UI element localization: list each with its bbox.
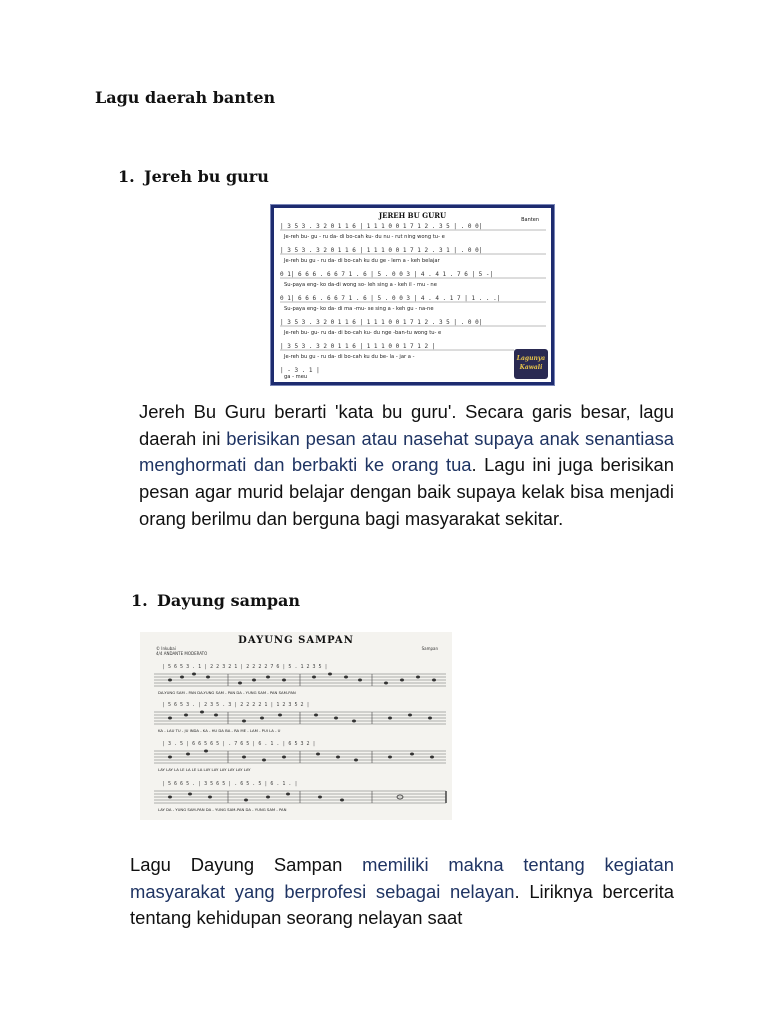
score-title: DAYUNG SAMPAN bbox=[238, 635, 354, 646]
logo-text-line: Kawali bbox=[519, 364, 543, 371]
paragraph-link-text: memiliki makna tentang kegiatan masyarakat yang berprofesi sebagai nelayan bbox=[130, 854, 674, 902]
lyric-line: Je-reh bu gu - ru da- di bo-cah ku du be- la - jar a - bbox=[284, 354, 415, 360]
score-tempo: 4/4 ANDANTE MODERATO bbox=[156, 651, 208, 656]
paragraph-link-text: berisikan pesan atau nasehat supaya anak senantiasa menghormati dan berbakti ke orang tua bbox=[139, 427, 674, 476]
lyric-line: Su-paya eng- ko da- di ma -mu- se sing a - keh gu - na-ne bbox=[284, 306, 434, 312]
lyric-line: KA - LAU TU - JU INDA - KA - HU DA BA - RA ME - LAM - PUI LA - U bbox=[158, 728, 281, 733]
score-staves bbox=[140, 632, 452, 820]
lyric-line: LAY DA - YUNG SAM-PAN DA - YUNG SAM-PAN DA - YUNG SAM - PAN bbox=[158, 807, 287, 812]
lyric-line: DA-YUNG SAM - PAN DA-YUNG SAM - PAN DA - YUNG SAM - PAN SAM-PAN bbox=[158, 690, 296, 695]
sheet-music-dayung-sampan bbox=[140, 632, 452, 820]
paragraph-text: . Lagu ini juga berisikan pesan agar murid belajar dengan baik supaya kelak bisa menjadi orang berilmu dan berguna bagi masyarakat sekitar. bbox=[139, 454, 674, 529]
lyric-line: LAY LAY LA LE LA LE LA LAY LAY LAY LAY LAY LAY bbox=[158, 767, 251, 772]
paragraph-text: . Liriknya bercerita tentang kehidupan seorang nelayan saat bbox=[130, 880, 674, 929]
logo-text-line: Lagunya bbox=[516, 355, 546, 362]
section-description-dayung-sampan bbox=[130, 852, 674, 932]
svg-text:| 5 6 6 5 . | 3 5 6 5 | . 6 5: | 5 6 6 5 . | 3 5 6 5 | . 6 5 . 5 | 6 . 1 . | bbox=[162, 781, 298, 787]
lagunya-kawali-logo bbox=[514, 349, 548, 379]
section-number: 1. bbox=[131, 591, 148, 610]
svg-text:| 3 5 3 . 3 2 0 1 1 6 | 1 1 1: | 3 5 3 . 3 2 0 1 1 6 | 1 1 1 0 0 1 7 1 2 | bbox=[280, 343, 436, 350]
section-heading-text: Dayung sampan bbox=[157, 591, 301, 610]
score-copyright: © Inkubai bbox=[156, 646, 176, 651]
paragraph-text: Jereh Bu Guru berarti 'kata bu guru'. Secara garis besar, lagu daerah ini bbox=[139, 401, 674, 449]
paragraph-text: Lagu Dayung Sampan bbox=[130, 854, 363, 875]
lyric-line: Su-paya eng- ko da-di wong so- leh sing a - keh il - mu - ne bbox=[284, 282, 437, 288]
lyric-line: Je-reh bu- gu - ru da- di bo-cah ku- du nu - rut ning wong tu- e bbox=[284, 234, 445, 240]
svg-text:| - 3 . 1 |: | - 3 . 1 | bbox=[280, 367, 320, 374]
section-heading-dayung-sampan bbox=[131, 591, 300, 610]
score-meta bbox=[156, 646, 207, 656]
lyric-line: Je-reh bu gu - ru da- di bo-cah ku du ge - lem a - keh belajar bbox=[284, 258, 440, 264]
sheet-music-jereh-bu-guru bbox=[271, 205, 554, 385]
svg-text:0 1| 6 6 6 . 6 6 7 1 . 6 | 5 .: 0 1| 6 6 6 . 6 6 7 1 . 6 | 5 . 0 0 3 | 4 . 4 1 . 7 6 | 5 -| bbox=[280, 271, 494, 278]
svg-text:| 3 5 3 . 3 2 0 1 1 6 | 1 1 1: | 3 5 3 . 3 2 0 1 1 6 | 1 1 1 0 0 1 7 1 2 . 3 1 | . 0 0| bbox=[280, 247, 483, 254]
document-title: Lagu daerah banten bbox=[95, 88, 276, 107]
svg-text:| 5 6 5 3 . 1 | 2 2 3 2 1 | 2: | 5 6 5 3 . 1 | 2 2 3 2 1 | 2 2 2 2 7 6 | 5 . 1 2 3 5 | bbox=[162, 664, 328, 670]
score-staff-lines bbox=[274, 208, 551, 382]
section-heading-text: Jereh bu guru bbox=[144, 167, 269, 186]
svg-text:| 3 5 3 . 3 2 0 1 1 6 | 1 1 1: | 3 5 3 . 3 2 0 1 1 6 | 1 1 1 0 0 1 7 1 2 . 3 5 | . 0 0| bbox=[280, 319, 483, 326]
svg-text:| 3 . 5 | 6 6 5 6 5 | . 7 6 5: | 3 . 5 | 6 6 5 6 5 | . 7 6 5 | 6 . 1 . | 6 5 3 2 | bbox=[162, 741, 316, 747]
section-description-jereh-bu-guru bbox=[139, 399, 674, 533]
score-origin: Banten bbox=[521, 217, 539, 223]
svg-text:0 1| 6 6 6 . 6 6 7 1 . 6 | 5 .: 0 1| 6 6 6 . 6 6 7 1 . 6 | 5 . 0 0 3 | 4 . 4 . 1 7 | 1 . . .| bbox=[280, 295, 501, 302]
lyric-line: Je-reh bu- gu- ru da- di bo-cah ku- du nge -ban-tu wong tu- e bbox=[284, 330, 442, 336]
svg-text:| 5 6 5 3 . | 2 3 5 . 3 | 2 2: | 5 6 5 3 . | 2 3 5 . 3 | 2 2 2 2 1 | 1 2 3 5 2 | bbox=[162, 702, 310, 708]
section-heading-jereh-bu-guru bbox=[118, 167, 269, 186]
section-number: 1. bbox=[118, 167, 135, 186]
score-origin: Sampan bbox=[421, 646, 438, 651]
lyric-line: ga - meu bbox=[284, 374, 308, 380]
svg-text:| 3 5 3 . 3 2 0 1 1 6 | 1 1 1: | 3 5 3 . 3 2 0 1 1 6 | 1 1 1 0 0 1 7 1 2 . 3 5 | . 0 0| bbox=[280, 223, 483, 230]
score-title: JEREH BU GURU bbox=[378, 211, 447, 220]
